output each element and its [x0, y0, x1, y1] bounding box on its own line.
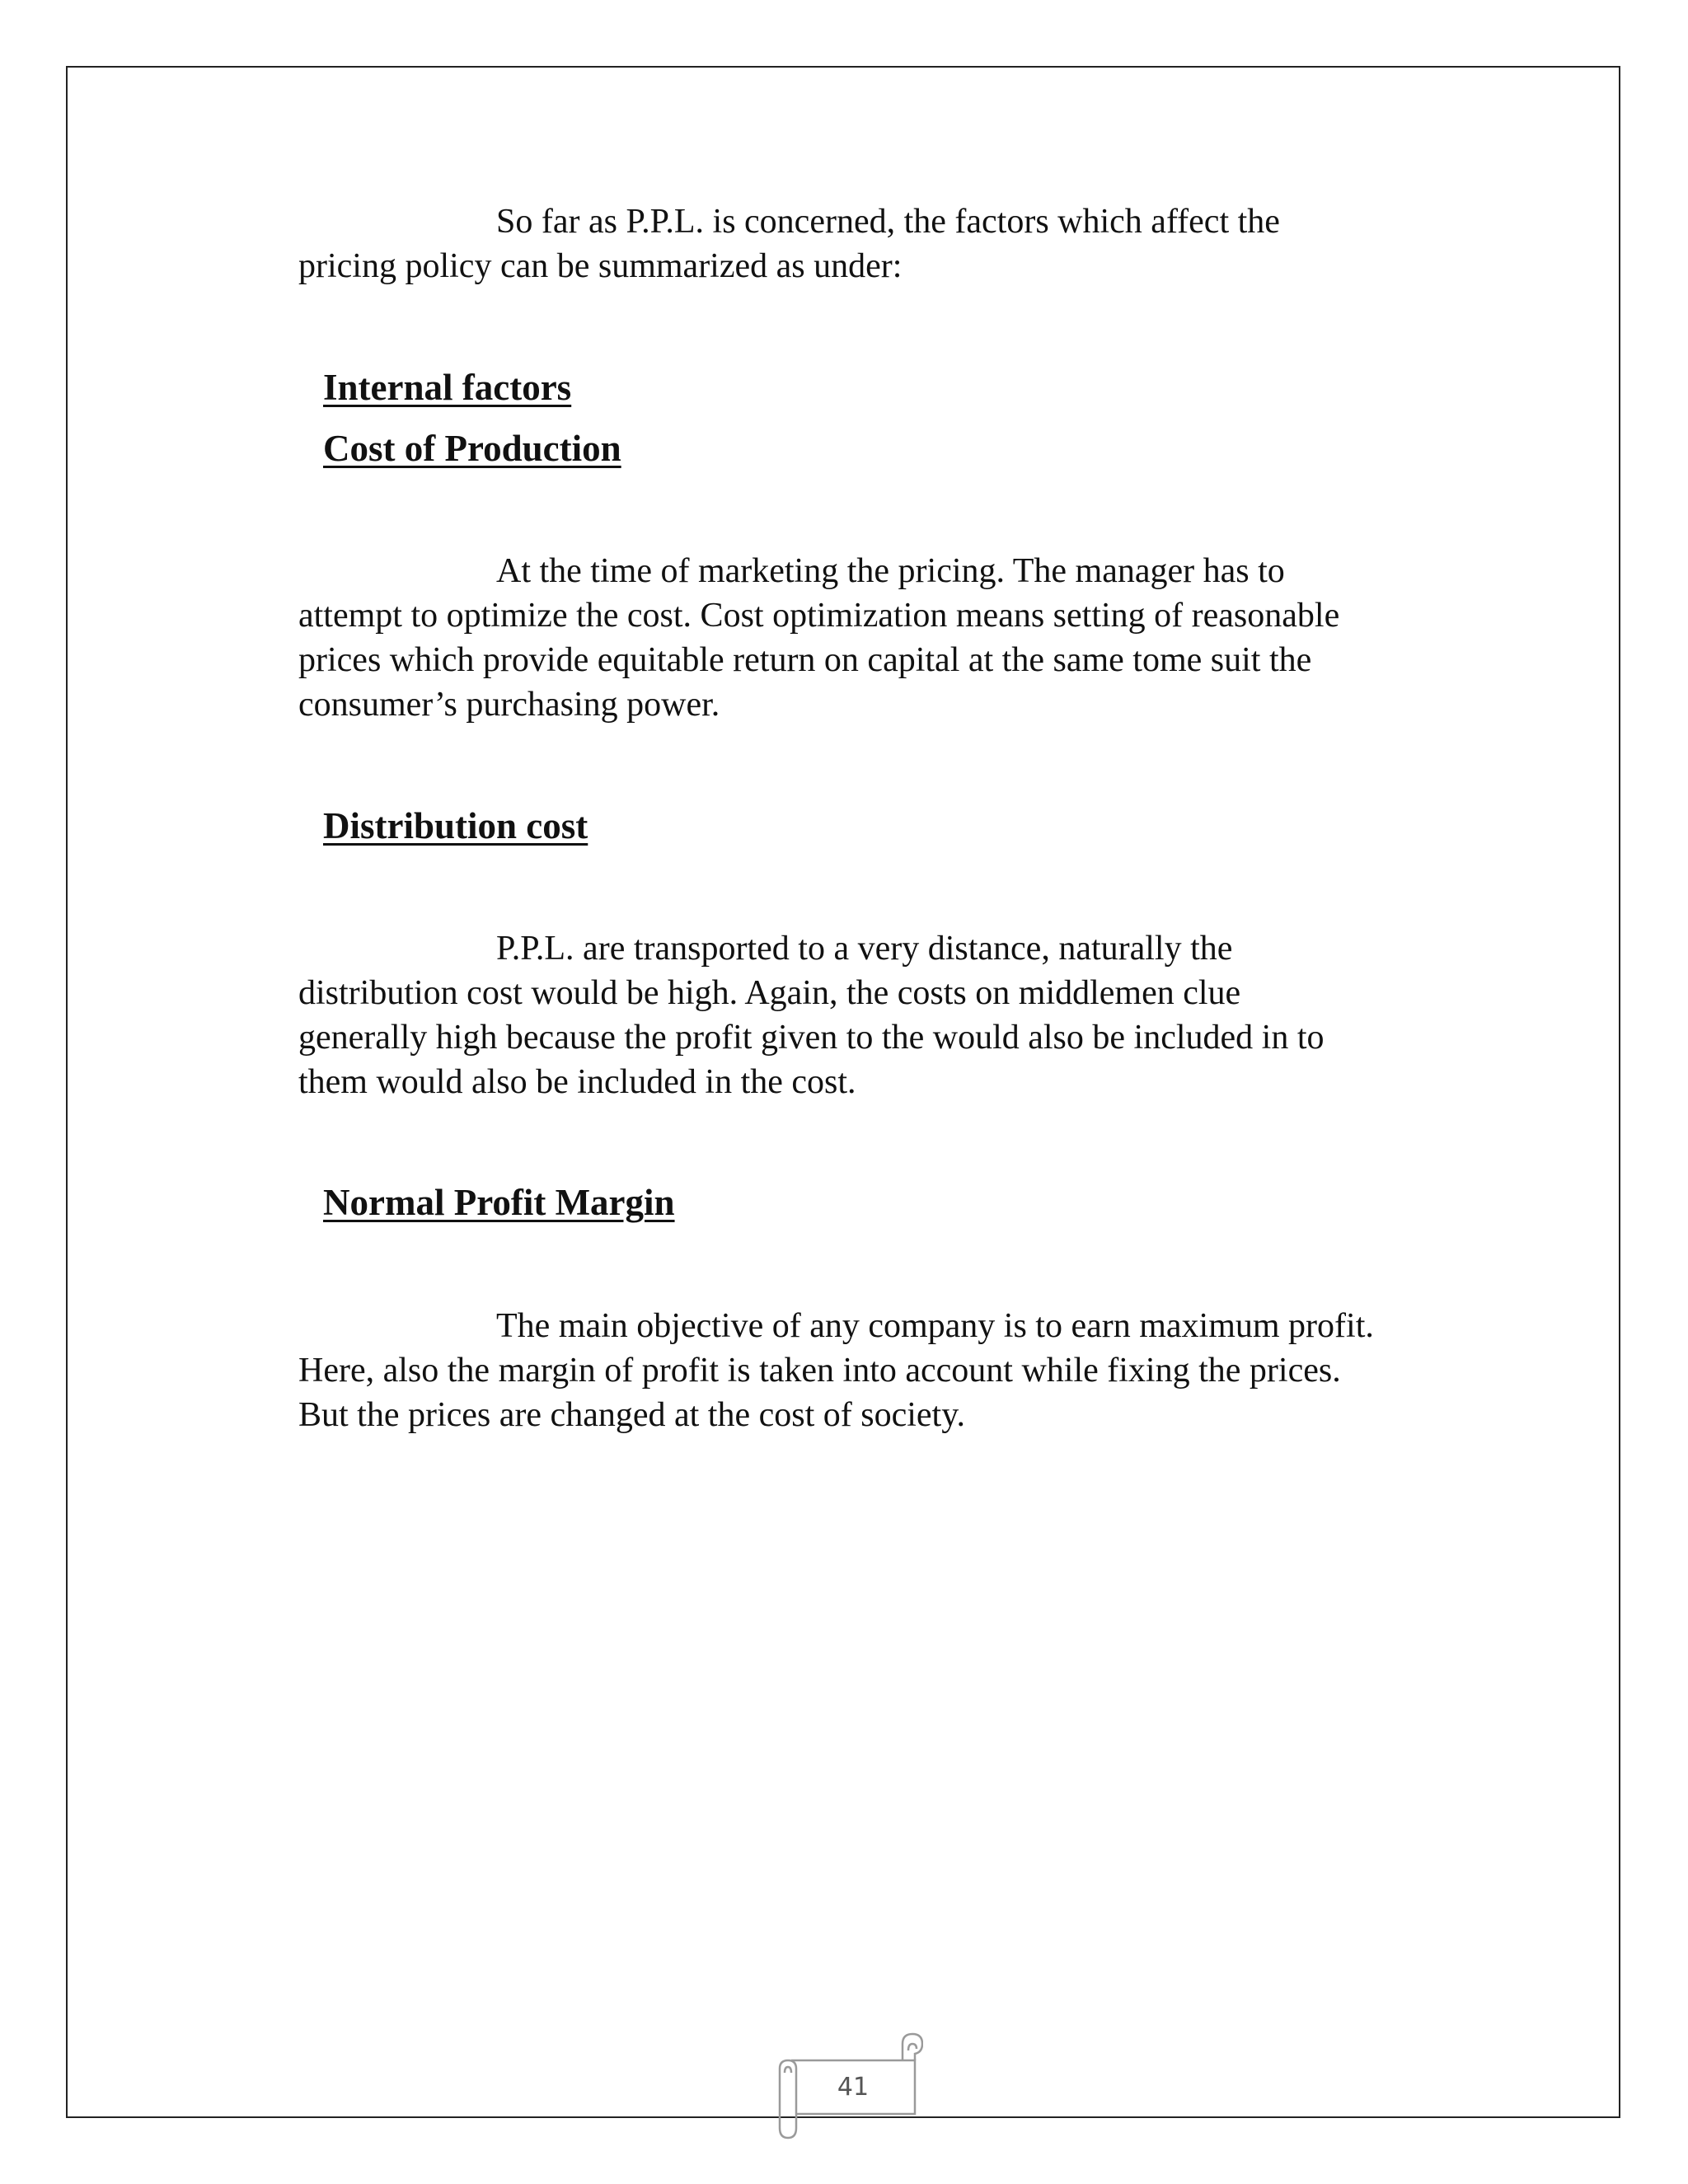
heading-internal-factors: Internal factors	[323, 367, 572, 408]
cost-of-production-paragraph: At the time of marketing the pricing. The manager has to attempt to optimize the cost. Cost optimization means setting of reasonable prices which provide equitable return on capital at the same tome suit the consumer’s purchasing power.	[298, 552, 1340, 724]
page-number: 41	[837, 2073, 870, 2102]
intro-paragraph: So far as P.P.L. is concerned, the factors which affect the pricing policy can be summarized as under:	[298, 203, 1280, 285]
normal-profit-margin-paragraph: The main objective of any company is to earn maximum profit. Here, also the margin of profit is taken into account while fixing the prices. But the prices are changed at the cost of society.	[298, 1307, 1374, 1434]
heading-distribution-cost: Distribution cost	[323, 805, 588, 846]
heading-normal-profit-margin: Normal Profit Margin	[323, 1182, 675, 1223]
page-number-scroll	[767, 2027, 923, 2143]
heading-cost-of-production: Cost of Production	[323, 428, 621, 469]
distribution-cost-paragraph: P.P.L. are transported to a very distance, naturally the distribution cost would be high. Again, the costs on middlemen clue generally high because the profit given to the would also be included in to them would also be included in the cost.	[298, 930, 1325, 1101]
